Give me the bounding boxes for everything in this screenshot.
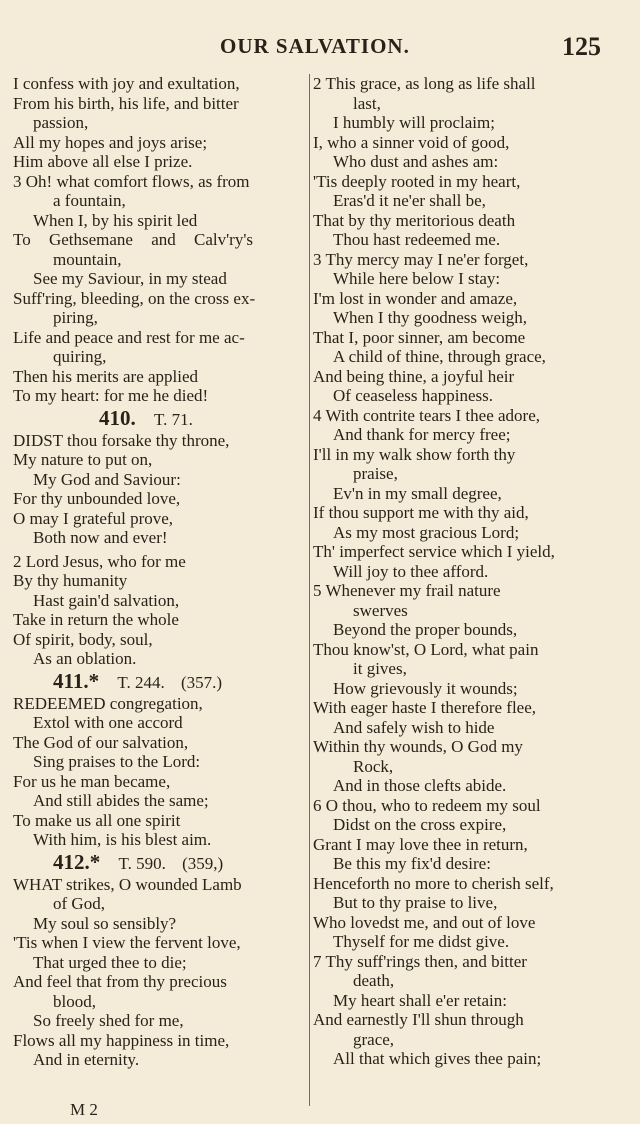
verse-line: Extol with one accord xyxy=(33,713,183,732)
verse-line: I humbly will proclaim; xyxy=(333,113,495,132)
signature-mark: M 2 xyxy=(70,1100,98,1119)
verse-line: So freely shed for me, xyxy=(33,1011,184,1030)
verse-line: And still abides the same; xyxy=(33,791,209,810)
verse-line: I confess with joy and exultation, xyxy=(13,74,240,93)
verse-line: Flows all my happiness in time, xyxy=(13,1030,230,1050)
verse-line: My nature to put on, xyxy=(13,450,153,469)
verse-line: Th' imperfect service which I yield, xyxy=(313,542,555,561)
verse-line: With eager haste I therefore flee, xyxy=(313,698,537,717)
verse-line: Henceforth no more to cherish self, xyxy=(313,873,554,893)
verse-line: Who dust and ashes am: xyxy=(333,152,499,171)
verse-line: For thy unbounded love, xyxy=(13,489,181,508)
verse-line: The God of our salvation, xyxy=(13,732,189,752)
verse-line: All that which gives thee pain; xyxy=(333,1049,542,1068)
verse-line: Didst on the cross expire, xyxy=(333,815,507,834)
verse-line: quiring, xyxy=(53,347,107,366)
verse-line: Of ceaseless happiness. xyxy=(333,386,494,405)
verse-line: Then his merits are applied xyxy=(13,366,199,386)
verse-line: Who lovedst me, and out of love xyxy=(313,912,536,932)
verse-line: How grievously it wounds; xyxy=(333,678,518,698)
verse-line: death, xyxy=(353,971,395,990)
verse-line: All my hopes and joys arise; xyxy=(13,132,208,152)
verse-line: Both now and ever! xyxy=(33,528,168,547)
left-column xyxy=(13,74,306,1070)
verse-line: With him, is his blest aim. xyxy=(33,830,212,849)
verse-line: Rock, xyxy=(353,756,394,776)
cross-reference: (357.) xyxy=(180,672,223,692)
verse-line: a fountain, xyxy=(53,191,126,210)
verse-line: While here below I stay: xyxy=(333,269,501,288)
verse-line: Sing praises to the Lord: xyxy=(33,752,201,771)
verse-line: As my most gracious Lord; xyxy=(333,522,520,542)
verse-line: Beyond the proper bounds, xyxy=(333,620,518,639)
verse-line: Ev'n in my small degree, xyxy=(333,483,502,503)
verse-line: But to thy praise to live, xyxy=(333,893,498,912)
verse-line: it gives, xyxy=(353,659,407,678)
verse-line: O may I grateful prove, xyxy=(13,508,174,528)
verse-line: To Gethsemane and Calv'ry's xyxy=(13,230,254,249)
verse-line: As an oblation. xyxy=(33,649,137,668)
verse-line: I'll in my walk show forth thy xyxy=(313,444,516,464)
verse-line: blood, xyxy=(53,991,96,1011)
verse-line: swerves xyxy=(353,600,408,620)
verse-line: Be this my fix'd desire: xyxy=(333,854,491,873)
verse-line: WHAT strikes, O wounded Lamb xyxy=(13,874,242,894)
verse-line: 'Tis deeply rooted in my heart, xyxy=(313,171,521,191)
verse-line: passion, xyxy=(33,113,89,132)
verse-line: last, xyxy=(353,93,381,113)
tune-reference: T. 590. xyxy=(118,853,166,873)
verse-line: See my Saviour, in my stead xyxy=(33,269,227,288)
verse-line: Thou know'st, O Lord, what pain xyxy=(313,639,539,659)
verse-line: Suff'ring, bleeding, on the cross ex- xyxy=(13,288,256,308)
verse-line: 7 Thy suff'rings then, and bitter xyxy=(313,951,527,971)
verse-line: mountain, xyxy=(53,249,122,269)
verse-line: I, who a sinner void of good, xyxy=(313,132,510,152)
right-column xyxy=(313,74,605,1069)
verse-line: That urged thee to die; xyxy=(33,952,187,972)
verse-line: Eras'd it ne'er shall be, xyxy=(333,191,486,210)
verse-line: Take in return the whole xyxy=(13,610,179,629)
tune-reference: T. 244. xyxy=(117,672,165,692)
verse-line: That by thy meritorious death xyxy=(313,210,516,230)
verse-line: REDEEMED congregation, xyxy=(13,693,203,713)
verse-line: And safely wish to hide xyxy=(333,717,495,737)
verse-line: My God and Saviour: xyxy=(33,469,181,489)
verse-line: grace, xyxy=(353,1029,395,1049)
verse-line: When I thy goodness weigh, xyxy=(333,308,528,327)
running-title: OUR SALVATION. xyxy=(220,34,410,58)
hymn-number: 412.* xyxy=(53,849,101,874)
verse-line: And feel that from thy precious xyxy=(13,972,227,991)
verse-line: I'm lost in wonder and amaze, xyxy=(313,288,518,308)
column-divider xyxy=(309,74,310,1106)
verse-line: If thou support me with thy aid, xyxy=(313,503,529,522)
verse-line: My heart shall e'er retain: xyxy=(333,990,507,1010)
verse-line: When I, by his spirit led xyxy=(33,210,198,230)
verse-line: Life and peace and rest for me ac- xyxy=(13,327,245,347)
tune-reference: T. 71. xyxy=(154,409,193,429)
page-header xyxy=(0,32,640,62)
verse-line: 'Tis when I view the fervent love, xyxy=(13,933,241,952)
verse-line: 2 Lord Jesus, who for me xyxy=(13,551,186,571)
hymn-412 xyxy=(13,850,306,1070)
verse-line: To make us all one spirit xyxy=(13,810,181,830)
verse-line: 2 This grace, as long as life shall xyxy=(313,74,536,93)
verse-line: Hast gain'd salvation, xyxy=(33,590,180,610)
hymn-heading xyxy=(13,850,306,875)
verse-line: Him above all else I prize. xyxy=(13,152,193,171)
hymn-409-continuation xyxy=(13,74,306,406)
cross-reference: (359,) xyxy=(182,853,224,873)
verse-line: Grant I may love thee in return, xyxy=(313,834,528,854)
verse-line: Thou hast redeemed me. xyxy=(333,230,501,249)
verse-line: A child of thine, through grace, xyxy=(333,347,546,366)
page-number: 125 xyxy=(562,32,601,61)
hymn-heading xyxy=(13,669,306,694)
hymn-number: 411.* xyxy=(53,668,100,693)
verse-line: My soul so sensibly? xyxy=(33,913,177,933)
verse-line: 3 Oh! what comfort flows, as from xyxy=(13,171,250,191)
hymn-411 xyxy=(13,669,306,850)
verse-line: And in those clefts abide. xyxy=(333,776,507,795)
verse-line: To my heart: for me he died! xyxy=(13,386,209,405)
hymn-410 xyxy=(13,406,306,669)
verse-line: of God, xyxy=(53,894,105,913)
verse-line: And being thine, a joyful heir xyxy=(313,366,515,386)
verse-line: And in eternity. xyxy=(33,1050,140,1069)
verse-line: Thyself for me didst give. xyxy=(333,932,510,951)
verse-line: piring, xyxy=(53,308,98,327)
verse-line: 4 With contrite tears I thee adore, xyxy=(313,405,540,425)
verse-line: DIDST thou forsake thy throne, xyxy=(13,430,230,450)
verse-line: That I, poor sinner, am become xyxy=(313,327,526,347)
verse-line: 5 Whenever my frail nature xyxy=(313,581,501,600)
verse-line: By thy humanity xyxy=(13,571,128,590)
verse-line: Of spirit, body, soul, xyxy=(13,629,153,649)
verse-line: Will joy to thee afford. xyxy=(333,561,489,581)
verse-line: And thank for mercy free; xyxy=(333,425,511,444)
verse-line: praise, xyxy=(353,464,398,483)
verse-line: 6 O thou, who to redeem my soul xyxy=(313,795,541,815)
verse-line: From his birth, his life, and bitter xyxy=(13,93,239,113)
verse-line: And earnestly I'll shun through xyxy=(313,1010,524,1029)
verse-line: Within thy wounds, O God my xyxy=(313,737,523,756)
verse-line: For us he man became, xyxy=(13,771,171,791)
verse-line: 3 Thy mercy may I ne'er forget, xyxy=(313,249,529,269)
hymn-number: 410. xyxy=(99,405,136,430)
hymn-heading xyxy=(13,406,306,431)
